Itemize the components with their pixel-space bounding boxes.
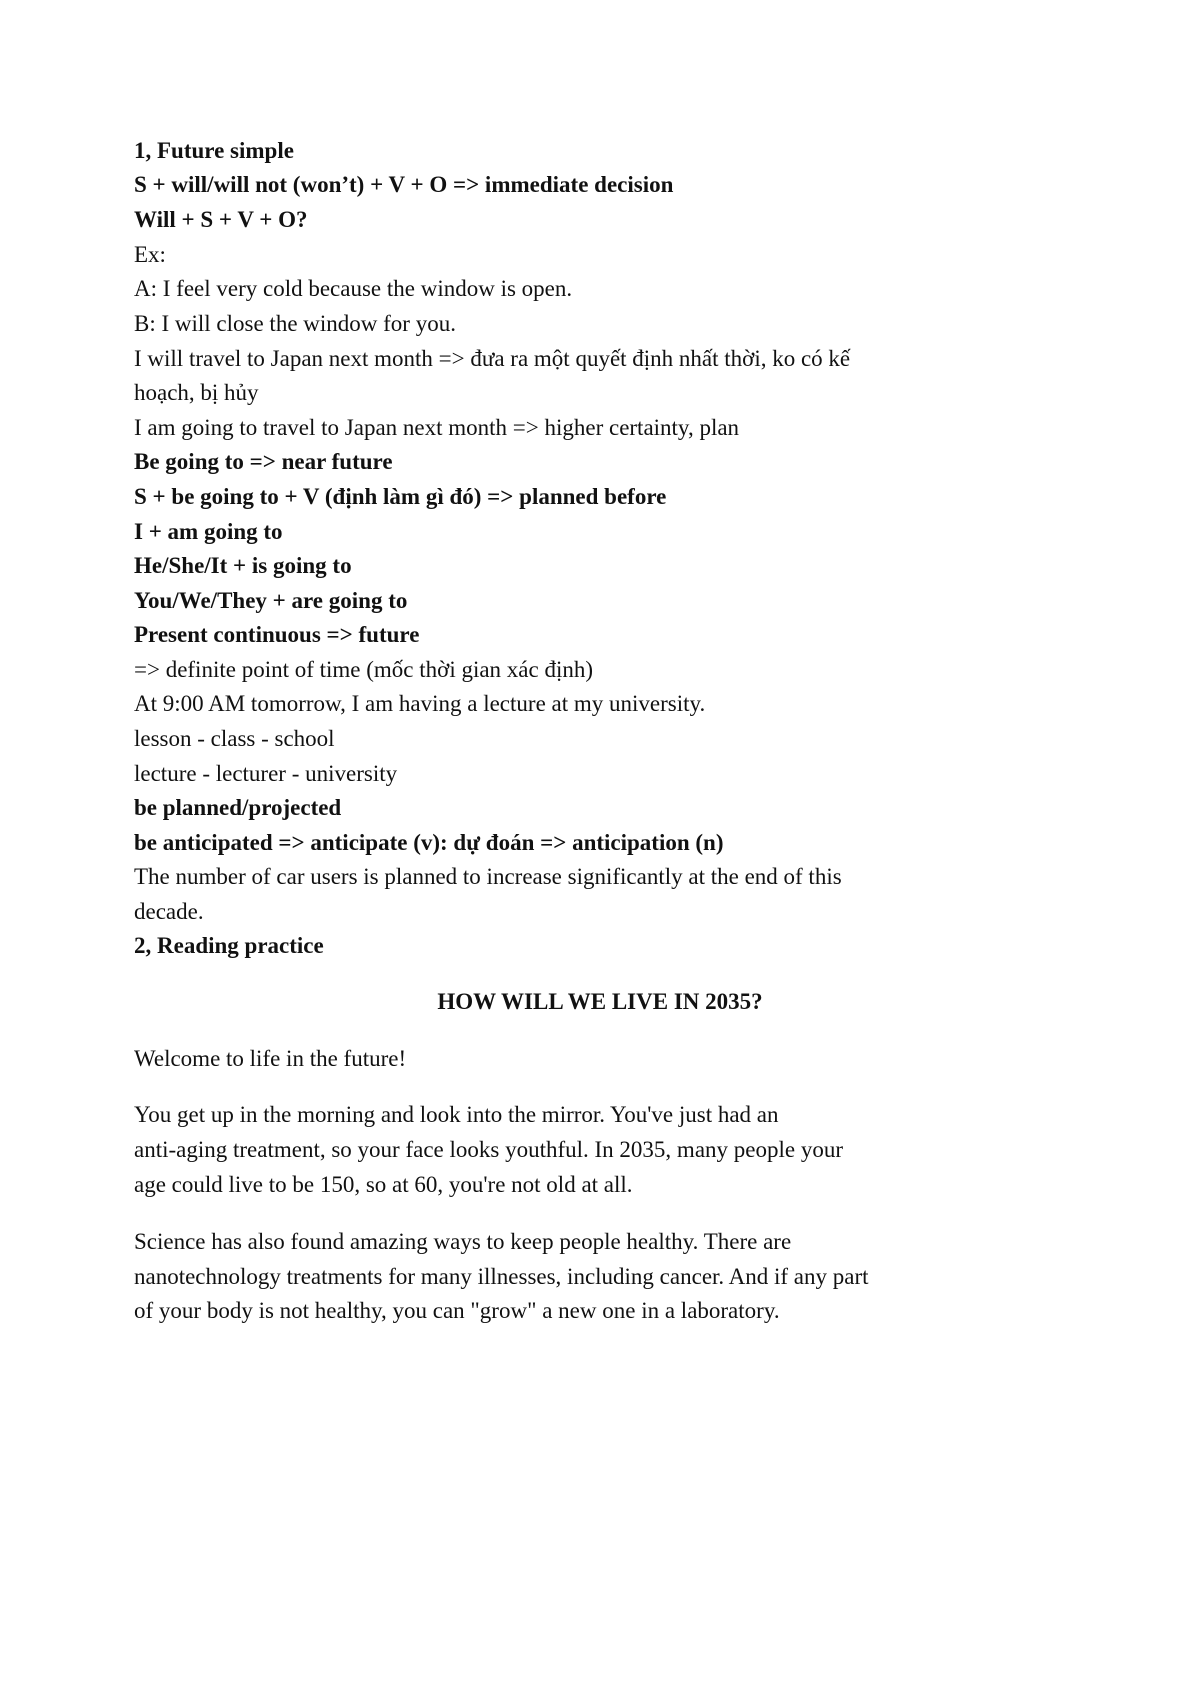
reading-paragraph-line: Science has also found amazing ways to keep people healthy. There are xyxy=(134,1229,792,1254)
example-label: Ex: xyxy=(134,242,166,267)
note-line: I am going to travel to Japan next month => higher certainty, plan xyxy=(134,415,740,440)
reading-paragraph-line: age could live to be 150, so at 60, you're not old at all. xyxy=(134,1172,633,1197)
example-line: A: I feel very cold because the window is open. xyxy=(134,276,573,301)
note-line: I will travel to Japan next month => đưa ra một quyết định nhất thời, ko có kế xyxy=(134,346,851,371)
reading-title: HOW WILL WE LIVE IN 2035? xyxy=(437,989,763,1014)
rule-line: be planned/projected xyxy=(134,795,342,820)
rule-line: He/She/It + is going to xyxy=(134,553,352,578)
reading-paragraph-line: anti-aging treatment, so your face looks youthful. In 2035, many people your xyxy=(134,1137,843,1162)
example-line: B: I will close the window for you. xyxy=(134,311,456,336)
reading-paragraph-line: You get up in the morning and look into the mirror. You've just had an xyxy=(134,1102,779,1127)
section1-heading: 1, Future simple xyxy=(134,138,294,163)
note-line: => definite point of time (mốc thời gian xác định) xyxy=(134,657,594,682)
note-line: hoạch, bị hủy xyxy=(134,380,259,405)
rule-line: Will + S + V + O? xyxy=(134,207,308,232)
rule-line: Be going to => near future xyxy=(134,449,393,474)
rule-line: be anticipated => anticipate (v): dự đoán => anticipation (n) xyxy=(134,830,724,855)
rule-line: I + am going to xyxy=(134,519,283,544)
example-line: At 9:00 AM tomorrow, I am having a lecture at my university. xyxy=(134,691,706,716)
reading-paragraph-line: of your body is not healthy, you can "grow" a new one in a laboratory. xyxy=(134,1298,780,1323)
reading-intro: Welcome to life in the future! xyxy=(134,1046,407,1071)
rule-line: S + will/will not (won’t) + V + O => immediate decision xyxy=(134,172,674,197)
example-line: decade. xyxy=(134,899,204,924)
rule-line: Present continuous => future xyxy=(134,622,420,647)
section2-heading: 2, Reading practice xyxy=(134,933,324,958)
vocab-line: lesson - class - school xyxy=(134,726,335,751)
rule-line: You/We/They + are going to xyxy=(134,588,408,613)
rule-line: S + be going to + V (định làm gì đó) => planned before xyxy=(134,484,667,509)
reading-paragraph-line: nanotechnology treatments for many illnesses, including cancer. And if any part xyxy=(134,1264,869,1289)
vocab-line: lecture - lecturer - university xyxy=(134,761,398,786)
example-line: The number of car users is planned to increase significantly at the end of this xyxy=(134,864,842,889)
